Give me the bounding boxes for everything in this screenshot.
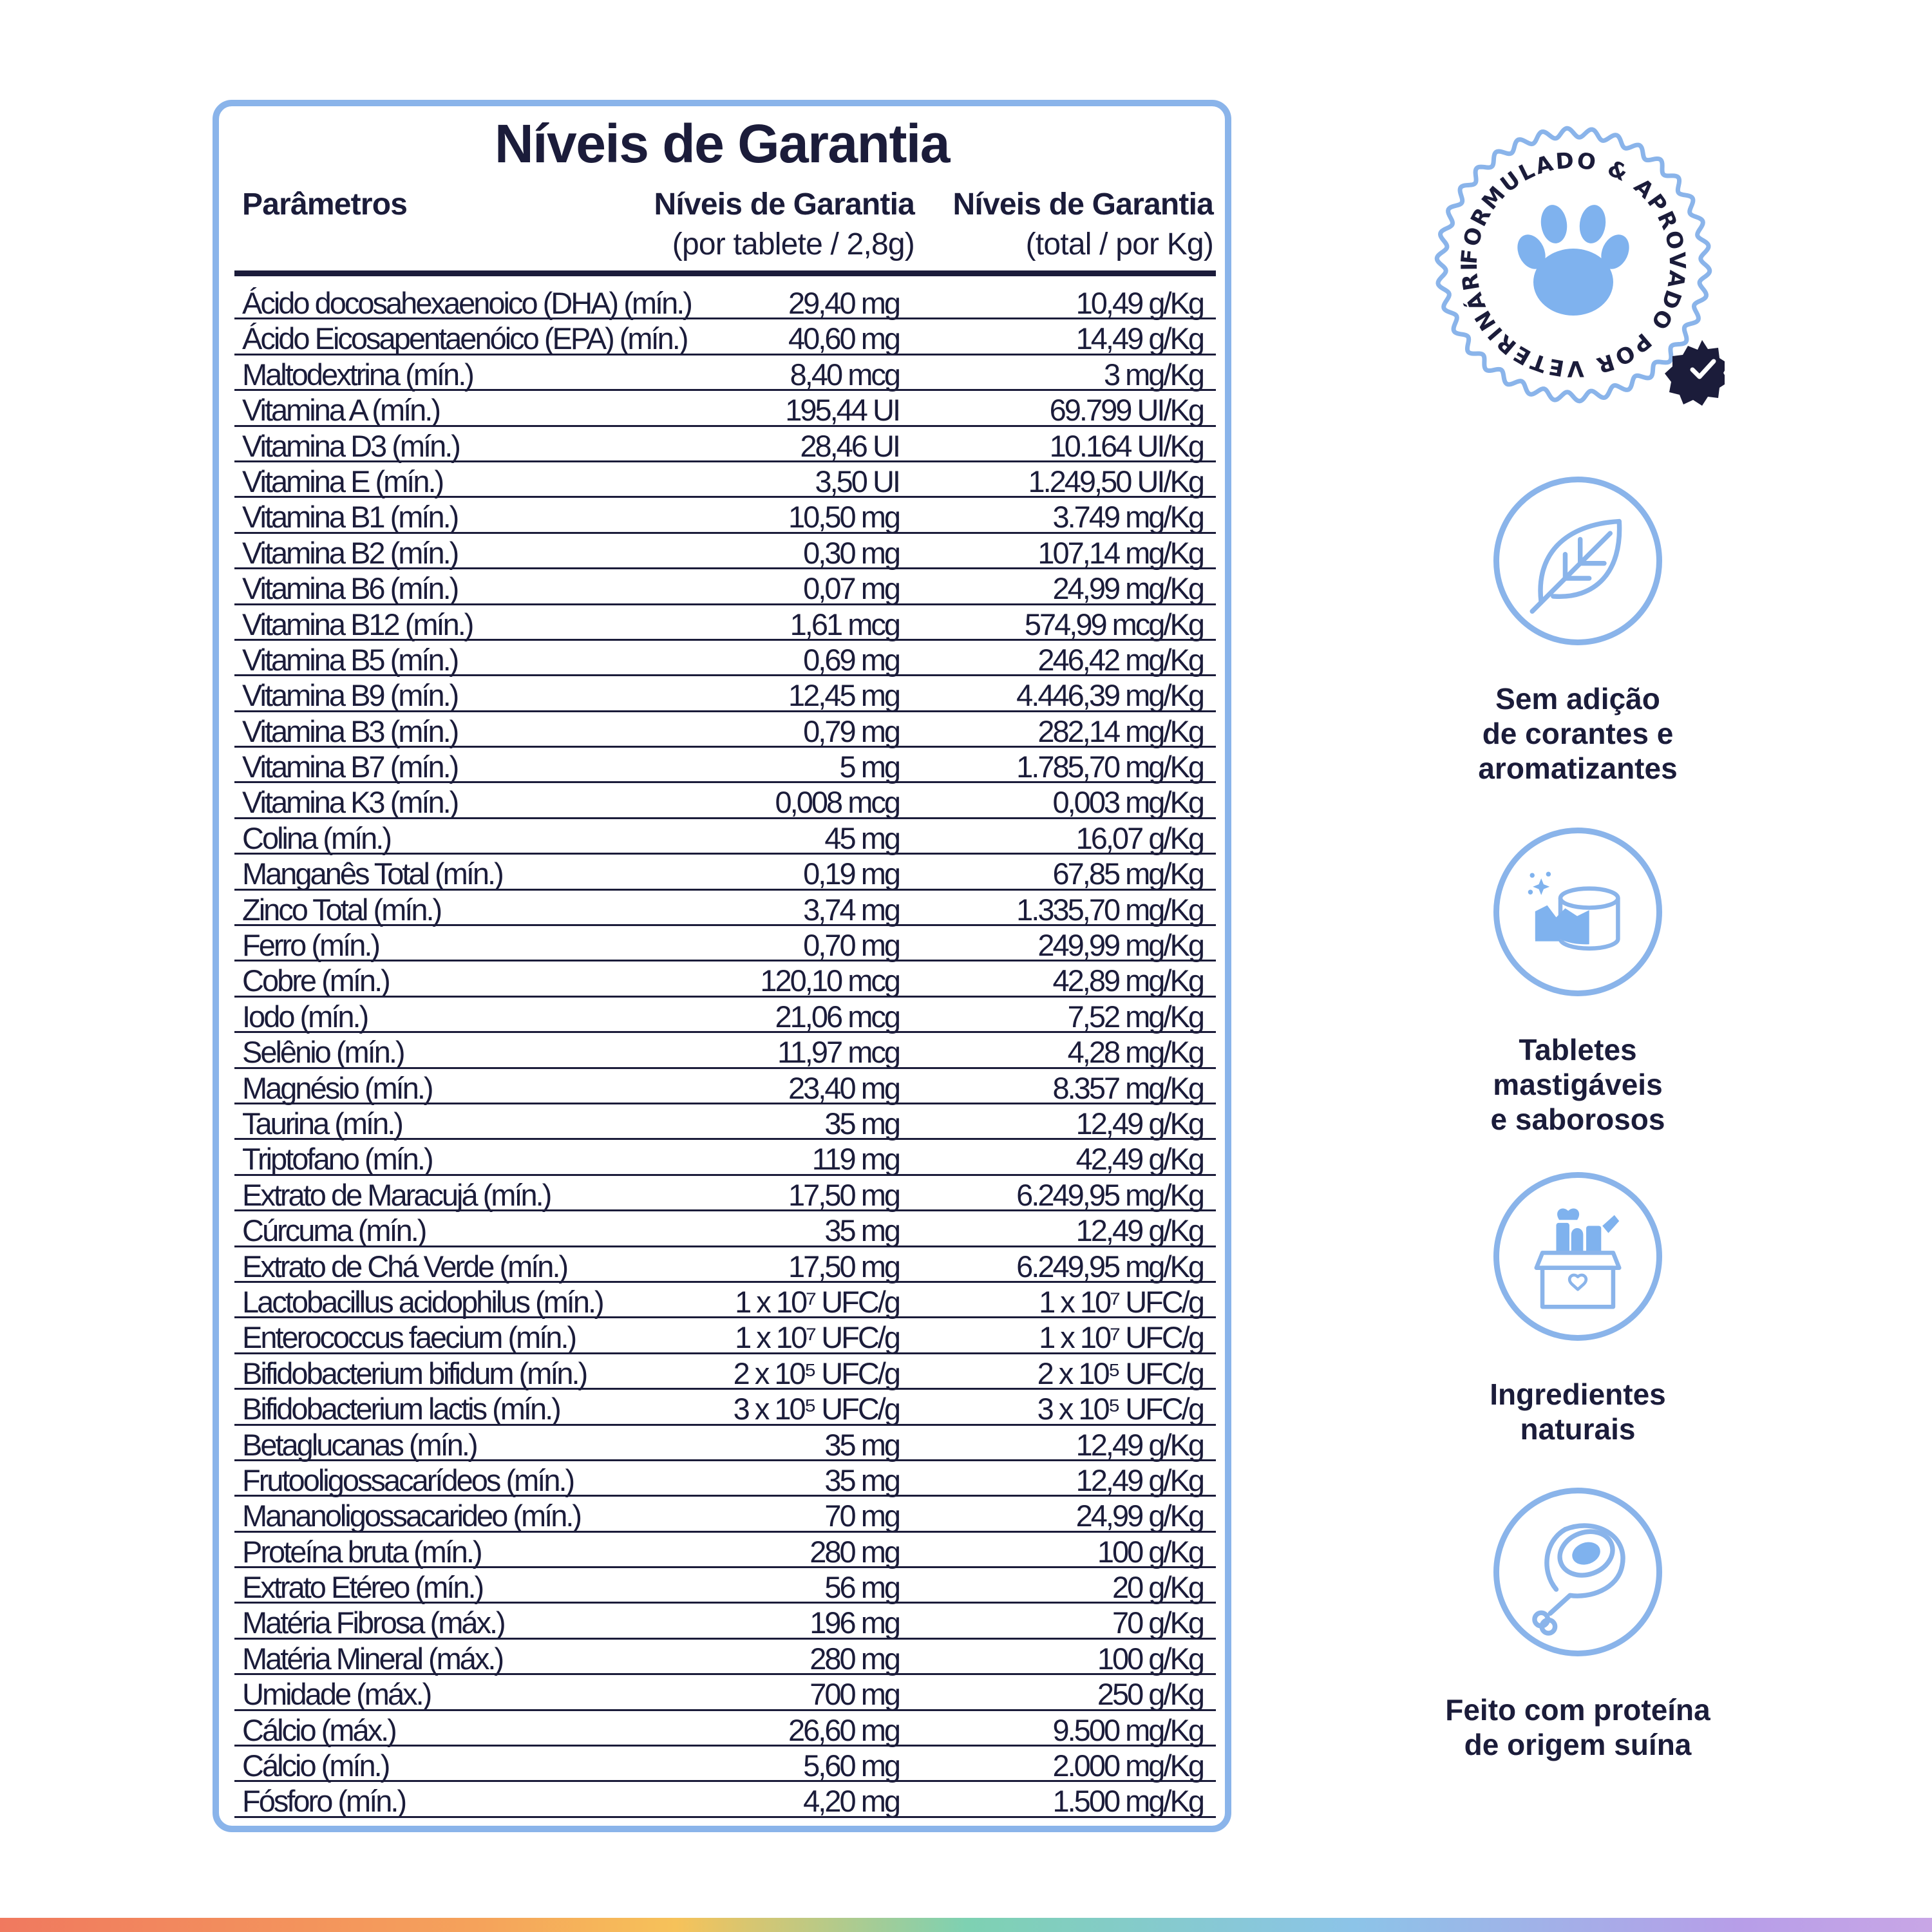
row-per-tablet: 8,40 mcg — [790, 357, 899, 392]
badge-text: FORMULADO & APROVADO POR VETERINÁRI — [1456, 147, 1690, 382]
row-per-kg: 4,28 mg/Kg — [1067, 1035, 1203, 1070]
table-row — [234, 1711, 1216, 1747]
row-parameter: Lactobacillus acidophilus (mín.) — [242, 1284, 603, 1319]
header-per-kg — [914, 185, 1213, 265]
vet-approved-badge — [1422, 113, 1725, 416]
table-row — [234, 1604, 1216, 1639]
table-row — [234, 1354, 1216, 1390]
row-per-tablet: 1 x 10⁷ UFC/g — [735, 1284, 899, 1319]
feature-natural-ingredients — [1404, 1172, 1752, 1507]
row-parameter: Selênio (mín.) — [242, 1035, 404, 1070]
row-parameter: Extrato Etéreo (mín.) — [242, 1570, 483, 1605]
row-per-tablet: 0,008 mcg — [775, 785, 899, 820]
row-per-tablet: 0,79 mg — [803, 714, 899, 748]
row-per-kg: 20 g/Kg — [1112, 1570, 1203, 1605]
table-row — [234, 1568, 1216, 1604]
row-parameter: Betaglucanas (mín.) — [242, 1427, 477, 1462]
table-row — [234, 998, 1216, 1033]
row-parameter: Vitamina D3 (mín.) — [242, 428, 459, 463]
row-parameter: Vitamina K3 (mín.) — [242, 785, 458, 820]
row-per-kg: 250 g/Kg — [1097, 1677, 1203, 1712]
row-parameter: Proteína bruta (mín.) — [242, 1534, 481, 1569]
row-per-tablet: 3,50 UI — [815, 464, 899, 498]
row-per-tablet: 35 mg — [824, 1213, 899, 1248]
row-per-tablet: 23,40 mg — [788, 1070, 899, 1105]
row-per-kg: 6.249,95 mg/Kg — [1016, 1177, 1203, 1212]
row-per-kg: 6.249,95 mg/Kg — [1016, 1249, 1203, 1283]
row-per-kg: 4.446,39 mg/Kg — [1016, 678, 1203, 713]
table-row — [234, 1069, 1216, 1104]
row-parameter: Vitamina B2 (mín.) — [242, 535, 458, 570]
table-row — [234, 569, 1216, 605]
row-per-tablet: 1,61 mcg — [790, 607, 899, 641]
row-per-kg: 24,99 mg/Kg — [1052, 571, 1203, 606]
row-per-kg: 3 mg/Kg — [1103, 357, 1203, 392]
row-per-tablet: 4,20 mg — [803, 1784, 899, 1819]
row-parameter: Matéria Mineral (máx.) — [242, 1641, 503, 1676]
table-row — [234, 676, 1216, 712]
row-per-kg: 246,42 mg/Kg — [1037, 642, 1203, 677]
row-per-tablet: 3 x 10⁵ UFC/g — [733, 1392, 899, 1426]
row-parameter: Iodo (mín.) — [242, 999, 368, 1034]
row-parameter: Cúrcuma (mín.) — [242, 1213, 426, 1248]
table-row — [234, 534, 1216, 569]
row-per-tablet: 17,50 mg — [788, 1177, 899, 1212]
row-per-tablet: 195,44 UI — [785, 393, 899, 428]
row-parameter: Vitamina A (mín.) — [242, 393, 439, 428]
row-per-tablet: 120,10 mcg — [760, 963, 899, 998]
row-parameter: Cálcio (mín.) — [242, 1748, 389, 1783]
ingredients-box-icon — [1493, 1172, 1662, 1341]
row-parameter: Vitamina B12 (mín.) — [242, 607, 473, 641]
row-per-kg: 8.357 mg/Kg — [1052, 1070, 1203, 1105]
row-per-tablet: 5 mg — [839, 750, 899, 784]
panel-title: Níveis de Garantia — [495, 113, 949, 174]
row-per-tablet: 196 mg — [810, 1605, 899, 1640]
table-row — [234, 391, 1216, 426]
table-row — [234, 961, 1216, 997]
row-per-kg: 16,07 g/Kg — [1075, 820, 1203, 855]
feature-label: Feito com proteína de origem suína — [1445, 1693, 1710, 1761]
row-per-kg: 42,89 mg/Kg — [1052, 963, 1203, 998]
row-parameter: Zinco Total (mín.) — [242, 892, 441, 927]
table-row — [234, 1640, 1216, 1675]
table-row — [234, 605, 1216, 641]
row-per-kg: 0,003 mg/Kg — [1052, 785, 1203, 820]
row-parameter: Matéria Fibrosa (máx.) — [242, 1605, 504, 1640]
row-parameter: Ferro (mín.) — [242, 928, 379, 963]
row-parameter: Umidade (máx.) — [242, 1677, 431, 1712]
row-parameter: Ácido Eicosapentaenóico (EPA) (mín.) — [242, 321, 687, 356]
row-per-tablet: 35 mg — [824, 1463, 899, 1497]
table-row — [234, 712, 1216, 748]
row-per-kg: 12,49 g/Kg — [1075, 1106, 1203, 1141]
row-parameter: Manganês Total (mín.) — [242, 857, 502, 891]
bottom-gradient-strip — [0, 1918, 1932, 1932]
table-row — [234, 855, 1216, 890]
header-parameters: Parâmetros — [242, 187, 408, 222]
row-per-tablet: 56 mg — [824, 1570, 899, 1605]
table-row — [234, 1747, 1216, 1782]
table-row — [234, 1176, 1216, 1211]
row-parameter: Mananoligossacarideo (mín.) — [242, 1499, 581, 1533]
row-per-tablet: 0,19 mg — [803, 857, 899, 891]
row-per-tablet: 0,70 mg — [803, 928, 899, 963]
row-parameter: Vitamina B5 (mín.) — [242, 642, 458, 677]
table-row — [234, 1426, 1216, 1461]
feature-label: Ingredientes naturais — [1490, 1378, 1666, 1446]
row-per-kg: 2.000 mg/Kg — [1052, 1748, 1203, 1783]
row-per-kg: 67,85 mg/Kg — [1052, 857, 1203, 891]
row-per-tablet: 0,69 mg — [803, 642, 899, 677]
table-row — [234, 748, 1216, 783]
row-per-tablet: 40,60 mg — [788, 321, 899, 356]
row-per-tablet: 45 mg — [824, 820, 899, 855]
table-row — [234, 1104, 1216, 1140]
header-per-kg-sub: (total / por Kg) — [1025, 227, 1213, 261]
feature-label: Tabletes mastigáveis e saborosos — [1490, 1033, 1665, 1136]
row-per-kg: 70 g/Kg — [1112, 1605, 1203, 1640]
row-per-tablet: 0,30 mg — [803, 535, 899, 570]
row-per-kg: 1 x 10⁷ UFC/g — [1039, 1284, 1203, 1319]
row-parameter: Vitamina B7 (mín.) — [242, 750, 458, 784]
row-per-tablet: 1 x 10⁷ UFC/g — [735, 1320, 899, 1355]
row-parameter: Colina (mín.) — [242, 820, 391, 855]
row-per-tablet: 280 mg — [810, 1641, 899, 1676]
header-divider — [234, 270, 1216, 276]
table-row — [234, 1782, 1216, 1817]
table-row — [234, 783, 1216, 819]
row-per-tablet: 700 mg — [810, 1677, 899, 1712]
row-per-kg: 14,49 g/Kg — [1075, 321, 1203, 356]
row-per-kg: 1.785,70 mg/Kg — [1016, 750, 1203, 784]
row-per-kg: 9.500 mg/Kg — [1052, 1712, 1203, 1747]
row-parameter: Vitamina E (mín.) — [242, 464, 443, 498]
row-per-kg: 282,14 mg/Kg — [1037, 714, 1203, 748]
row-per-tablet: 21,06 mcg — [775, 999, 899, 1034]
row-parameter: Enterococcus faecium (mín.) — [242, 1320, 576, 1355]
header-per-tablet — [580, 185, 914, 265]
feature-label: Sem adição de corantes e aromatizantes — [1478, 682, 1678, 785]
row-parameter: Bifidobacterium lactis (mín.) — [242, 1392, 560, 1426]
row-parameter: Maltodextrina (mín.) — [242, 357, 473, 392]
table-row — [234, 819, 1216, 855]
row-per-tablet: 280 mg — [810, 1534, 899, 1569]
table-row — [234, 462, 1216, 498]
row-per-kg: 10.164 UI/Kg — [1049, 428, 1203, 463]
table-row — [234, 284, 1216, 319]
row-parameter: Frutooligossacarídeos (mín.) — [242, 1463, 574, 1497]
badge-seal — [1422, 113, 1725, 416]
row-per-tablet: 17,50 mg — [788, 1249, 899, 1283]
chewable-tablet-icon — [1493, 828, 1662, 996]
row-per-kg: 100 g/Kg — [1097, 1641, 1203, 1676]
row-per-tablet: 3,74 mg — [803, 892, 899, 927]
table-row — [234, 1211, 1216, 1247]
table-row — [234, 1461, 1216, 1497]
row-parameter: Fósforo (mín.) — [242, 1784, 406, 1819]
row-per-tablet: 12,45 mg — [788, 678, 899, 713]
row-per-kg: 1.500 mg/Kg — [1052, 1784, 1203, 1819]
table-row — [234, 498, 1216, 533]
header-per-tablet-sub: (por tablete / 2,8g) — [672, 227, 914, 261]
row-parameter: Vitamina B9 (mín.) — [242, 678, 458, 713]
row-per-tablet: 5,60 mg — [803, 1748, 899, 1783]
table-row — [234, 926, 1216, 961]
table-row — [234, 641, 1216, 676]
row-per-kg: 574,99 mcg/Kg — [1024, 607, 1203, 641]
table-row — [234, 1247, 1216, 1283]
check-icon — [1665, 340, 1725, 406]
row-per-tablet: 10,50 mg — [788, 500, 899, 535]
ham-leg-icon — [1493, 1488, 1662, 1656]
row-per-kg: 3 x 10⁵ UFC/g — [1037, 1392, 1203, 1426]
row-per-kg: 12,49 g/Kg — [1075, 1427, 1203, 1462]
row-parameter: Ácido docosahexaenoico (DHA) (mín.) — [242, 286, 691, 320]
table-row — [234, 1318, 1216, 1354]
row-per-tablet: 35 mg — [824, 1427, 899, 1462]
row-parameter: Cobre (mín.) — [242, 963, 389, 998]
row-per-kg: 107,14 mg/Kg — [1037, 535, 1203, 570]
row-per-kg: 12,49 g/Kg — [1075, 1463, 1203, 1497]
row-per-tablet: 11,97 mcg — [777, 1035, 899, 1070]
row-per-tablet: 119 mg — [811, 1142, 899, 1177]
header-per-kg-title: Níveis de Garantia — [952, 187, 1213, 222]
guarantee-levels-panel — [213, 100, 1231, 1832]
table-row — [234, 1033, 1216, 1068]
feature-no-colorants — [1404, 477, 1752, 811]
table-row — [234, 1390, 1216, 1425]
row-per-kg: 2 x 10⁵ UFC/g — [1037, 1356, 1203, 1390]
header-per-tablet-title: Níveis de Garantia — [654, 187, 914, 222]
table-row — [234, 891, 1216, 926]
row-per-kg: 1.249,50 UI/Kg — [1028, 464, 1203, 498]
table-row — [234, 1675, 1216, 1710]
row-per-tablet: 26,60 mg — [788, 1712, 899, 1747]
row-per-kg: 42,49 g/Kg — [1075, 1142, 1203, 1177]
row-per-tablet: 35 mg — [824, 1106, 899, 1141]
row-per-tablet: 2 x 10⁵ UFC/g — [733, 1356, 899, 1390]
row-per-kg: 12,49 g/Kg — [1075, 1213, 1203, 1248]
row-per-kg: 24,99 g/Kg — [1075, 1499, 1203, 1533]
row-per-tablet: 70 mg — [824, 1499, 899, 1533]
table-row — [234, 1533, 1216, 1568]
table-row — [234, 427, 1216, 462]
feature-pork-protein — [1404, 1488, 1752, 1784]
table-row — [234, 1283, 1216, 1318]
row-parameter: Vitamina B6 (mín.) — [242, 571, 458, 606]
row-parameter: Vitamina B3 (mín.) — [242, 714, 458, 748]
leaf-icon — [1493, 477, 1662, 645]
row-parameter: Taurina (mín.) — [242, 1106, 402, 1141]
row-parameter: Bifidobacterium bifidum (mín.) — [242, 1356, 587, 1390]
row-per-kg: 7,52 mg/Kg — [1067, 999, 1203, 1034]
row-per-kg: 1 x 10⁷ UFC/g — [1039, 1320, 1203, 1355]
row-per-tablet: 29,40 mg — [788, 286, 899, 320]
table-row — [234, 1497, 1216, 1532]
row-parameter: Triptofano (mín.) — [242, 1142, 432, 1177]
row-per-kg: 3.749 mg/Kg — [1052, 500, 1203, 535]
row-per-kg: 1.335,70 mg/Kg — [1016, 892, 1203, 927]
row-parameter: Extrato de Maracujá (mín.) — [242, 1177, 551, 1212]
row-parameter: Magnésio (mín.) — [242, 1070, 432, 1105]
table-body — [234, 284, 1216, 1818]
row-per-tablet: 0,07 mg — [803, 571, 899, 606]
row-per-kg: 100 g/Kg — [1097, 1534, 1203, 1569]
row-per-tablet: 28,46 UI — [800, 428, 899, 463]
row-parameter: Vitamina B1 (mín.) — [242, 500, 458, 535]
row-per-kg: 69.799 UI/Kg — [1049, 393, 1203, 428]
table-row — [234, 1140, 1216, 1175]
feature-chewable-tablets — [1404, 828, 1752, 1162]
table-row — [234, 319, 1216, 355]
row-parameter: Cálcio (máx.) — [242, 1712, 395, 1747]
row-per-kg: 10,49 g/Kg — [1075, 286, 1203, 320]
row-parameter: Extrato de Chá Verde (mín.) — [242, 1249, 567, 1283]
table-row — [234, 355, 1216, 391]
row-per-kg: 249,99 mg/Kg — [1037, 928, 1203, 963]
